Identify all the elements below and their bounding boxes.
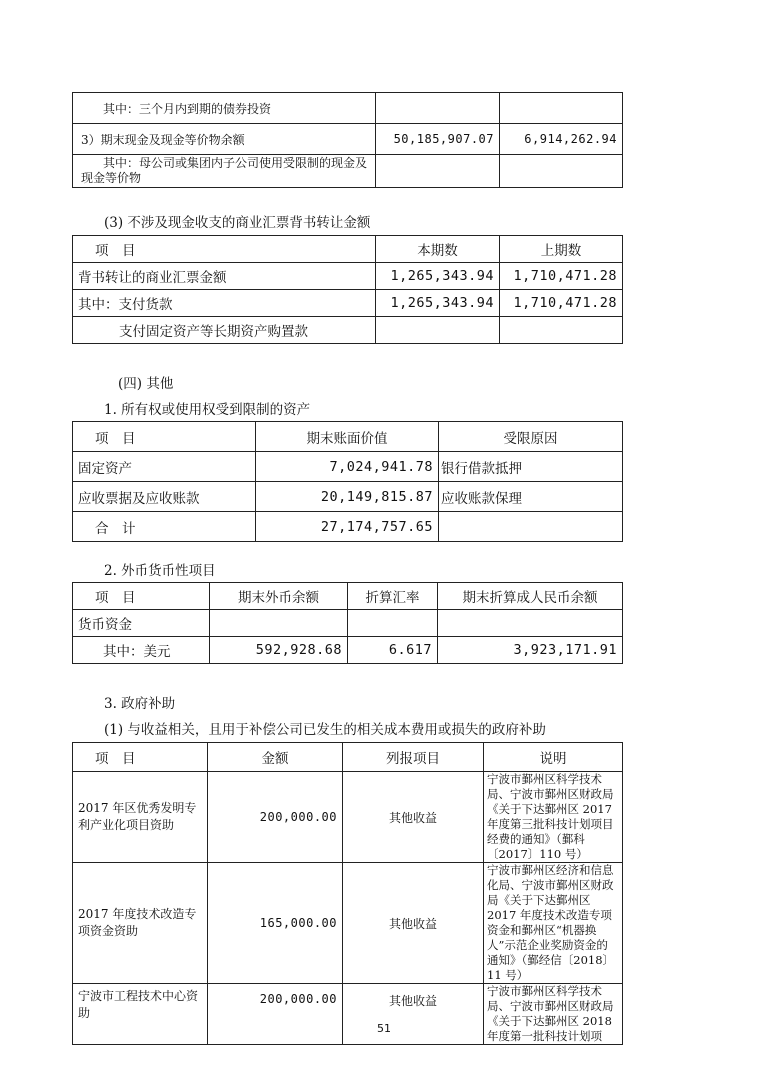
section-heading: (3) 不涉及现金收支的商业汇票背书转让金额 — [104, 215, 371, 231]
subsection-heading: (1) 与收益相关，且用于补偿公司已发生的相关成本费用或损失的政府补助 — [104, 722, 546, 738]
report-item: 其他收益 — [343, 863, 484, 984]
table-row — [73, 452, 623, 482]
column-header: 金额 — [208, 743, 343, 772]
grant-project: 宁波市工程技术中心资助 — [73, 984, 208, 1045]
table-row — [73, 863, 623, 984]
exchange-rate — [348, 610, 438, 637]
table-header-row — [73, 583, 623, 610]
column-header: 期末账面价值 — [256, 422, 439, 452]
grant-note: 宁波市鄞州区科学技术局、宁波市鄞州区财政局《关于下达鄞州区 2017 年度第三批科技计划项目经费的通知》（鄞科〔2017〕110 号） — [484, 772, 623, 863]
restriction-reason: 银行借款抵押 — [439, 452, 623, 482]
prior-value — [500, 317, 623, 344]
prior-value: 6,914,262.94 — [500, 124, 623, 155]
current-value — [376, 317, 500, 344]
row-label: 固定资产 — [73, 452, 256, 482]
current-value: 1,265,343.94 — [376, 263, 500, 290]
table-row — [73, 124, 623, 155]
subsection-heading: 1. 所有权或使用权受到限制的资产 — [104, 402, 311, 418]
grant-note: 宁波市鄞州区科学技术局、宁波市鄞州区财政局《关于下达鄞州区 2018 年度第一批科技计划项 — [484, 984, 623, 1045]
column-header: 期末外币余额 — [210, 583, 348, 610]
column-header: 折算汇率 — [348, 583, 438, 610]
foreign-balance — [210, 610, 348, 637]
government-grants-table — [72, 742, 623, 1045]
row-label: 支付固定资产等长期资产购置款 — [73, 317, 376, 344]
table-row — [73, 772, 623, 863]
table-header-row — [73, 236, 623, 263]
table-row — [73, 290, 623, 317]
grant-amount: 200,000.00 — [208, 772, 343, 863]
current-value — [376, 93, 500, 124]
table-row — [73, 93, 623, 124]
report-item: 其他收益 — [343, 772, 484, 863]
column-header: 项 目 — [73, 583, 210, 610]
report-item: 其他收益 — [343, 984, 484, 1045]
current-value — [376, 155, 500, 188]
column-header: 说明 — [484, 743, 623, 772]
row-label: 应收票据及应收账款 — [73, 482, 256, 512]
rmb-balance: 3,923,171.91 — [438, 637, 623, 664]
restriction-reason: 应收账款保理 — [439, 482, 623, 512]
grant-note: 宁波市鄞州区经济和信息化局、宁波市鄞州区财政局《关于下达鄞州区 2017 年度技术改造专项资金和鄞州区“机器换人”示范企业奖励资金的通知》（鄞经信〔2018〕11 号） — [484, 863, 623, 984]
page-number: 51 — [377, 1022, 391, 1035]
grant-amount: 200,000.00 — [208, 984, 343, 1045]
row-label: 合 计 — [73, 512, 256, 542]
prior-value: 1,710,471.28 — [500, 263, 623, 290]
column-header: 项 目 — [73, 236, 376, 263]
subsection-heading: 3. 政府补助 — [104, 696, 176, 712]
current-value: 1,265,343.94 — [376, 290, 500, 317]
table-row — [73, 984, 623, 1045]
table-row — [73, 637, 623, 664]
exchange-rate: 6.617 — [348, 637, 438, 664]
grant-project: 2017 年度技术改造专项资金资助 — [73, 863, 208, 984]
foreign-currency-table — [72, 582, 623, 664]
restriction-reason — [439, 512, 623, 542]
subsection-heading: 2. 外币货币性项目 — [104, 563, 216, 579]
foreign-balance: 592,928.68 — [210, 637, 348, 664]
prior-value — [500, 93, 623, 124]
column-header: 期末折算成人民币余额 — [438, 583, 623, 610]
grant-project: 2017 年区优秀发明专利产业化项目资助 — [73, 772, 208, 863]
column-header: 项 目 — [73, 422, 256, 452]
row-label: 其中：母公司或集团内子公司使用受限制的现金及现金等价物 — [73, 155, 376, 188]
row-label: 其中：支付货款 — [73, 290, 376, 317]
table-header-row — [73, 422, 623, 452]
table-row — [73, 155, 623, 188]
row-label: 3）期末现金及现金等价物余额 — [73, 124, 376, 155]
column-header: 项 目 — [73, 743, 208, 772]
restricted-assets-table — [72, 421, 623, 542]
row-label: 其中：三个月内到期的债券投资 — [73, 93, 376, 124]
table-row — [73, 482, 623, 512]
prior-value — [500, 155, 623, 188]
row-label: 货币资金 — [73, 610, 210, 637]
cash-equivalents-table — [72, 92, 623, 188]
column-header: 本期数 — [376, 236, 500, 263]
current-value: 50,185,907.07 — [376, 124, 500, 155]
table-row — [73, 610, 623, 637]
column-header: 列报项目 — [343, 743, 484, 772]
table-row — [73, 263, 623, 290]
table-row — [73, 317, 623, 344]
book-value: 7,024,941.78 — [256, 452, 439, 482]
book-value: 20,149,815.87 — [256, 482, 439, 512]
grant-amount: 165,000.00 — [208, 863, 343, 984]
section-heading: (四) 其他 — [118, 376, 174, 392]
table-header-row — [73, 743, 623, 772]
prior-value: 1,710,471.28 — [500, 290, 623, 317]
endorsed-bills-table — [72, 235, 623, 344]
rmb-balance — [438, 610, 623, 637]
book-value: 27,174,757.65 — [256, 512, 439, 542]
row-label: 背书转让的商业汇票金额 — [73, 263, 376, 290]
column-header: 上期数 — [500, 236, 623, 263]
row-label: 其中：美元 — [73, 637, 210, 664]
table-row — [73, 512, 623, 542]
column-header: 受限原因 — [439, 422, 623, 452]
